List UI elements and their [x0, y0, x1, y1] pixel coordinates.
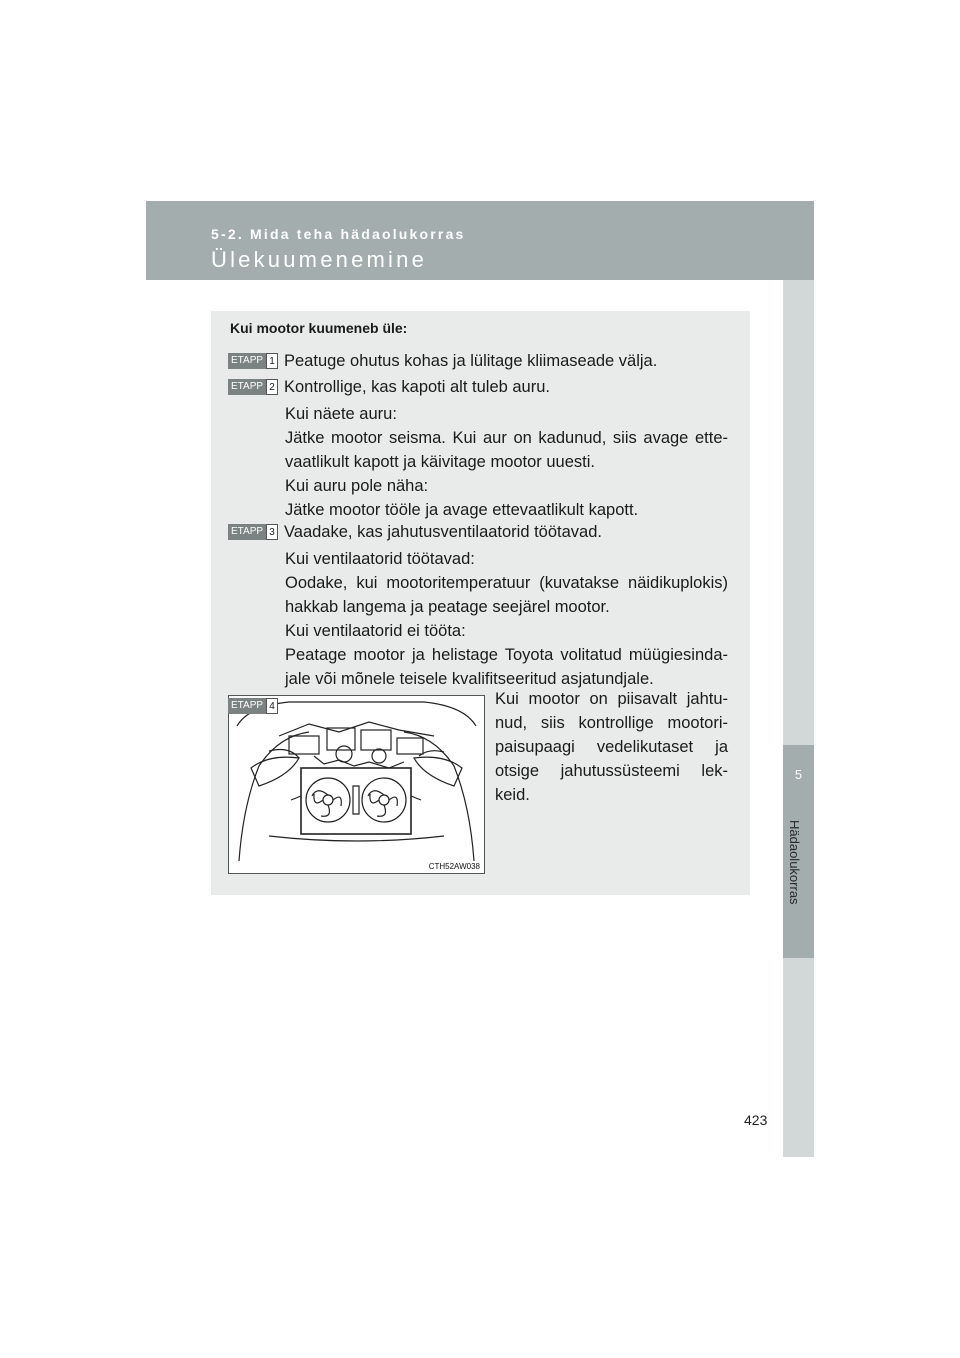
- step-3-paragraph-2: [285, 619, 728, 691]
- badge-word: ETAPP: [228, 524, 266, 540]
- step-badge: [228, 353, 278, 369]
- badge-word: ETAPP: [228, 379, 266, 395]
- step-text: Peatuge ohutus kohas ja lülitage kliimaseade välja.: [284, 352, 658, 370]
- page-title: Ülekuumenemine: [211, 247, 427, 272]
- intro-heading: Kui mootor kuumeneb üle:: [230, 320, 408, 336]
- step-badge: [228, 379, 278, 395]
- side-strip: [783, 280, 814, 1157]
- para-text: Kui näete auru: Jätke mootor seisma. Kui aur on kadunud, siis avage ette-vaatlikult kapott ja käivitage mootor uuesti.: [285, 405, 728, 471]
- chapter-number: 5: [794, 767, 803, 782]
- chapter-header: [146, 201, 814, 280]
- step-text: Vaadake, kas jahutusventilaatorid töötavad.: [284, 523, 602, 541]
- badge-number: 4: [266, 698, 278, 714]
- step-badge: [228, 698, 278, 714]
- para-text: Kui ventilaatorid ei tööta: Peatage mootor ja helistage Toyota volitatud müügiesinda-jale või mõnele teisele kvalifitseeritud asjatundjale.: [285, 622, 728, 688]
- badge-number: 1: [266, 353, 278, 369]
- para-text: Kui auru pole näha: Jätke mootor tööle ja avage ettevaatlikult kapott.: [285, 477, 639, 519]
- badge-number: 2: [266, 379, 278, 395]
- content-box: [211, 311, 750, 895]
- step-3-paragraph-1: [285, 547, 728, 619]
- engine-bay-drawing: [229, 696, 484, 873]
- figure-caption: CTH52AW038: [428, 862, 480, 871]
- chapter-name: Hädaolukorras: [787, 820, 802, 905]
- engine-bay-illustration: [228, 695, 485, 874]
- badge-word: ETAPP: [228, 698, 266, 714]
- step-2-paragraph-2: [285, 474, 728, 522]
- step-text: Kontrollige, kas kapoti alt tuleb auru.: [284, 378, 550, 396]
- chapter-tab: [783, 745, 814, 958]
- badge-word: ETAPP: [228, 353, 266, 369]
- step-2-paragraph-1: [285, 402, 728, 474]
- page-number: 423: [744, 1112, 768, 1128]
- section-label: 5-2. Mida teha hädaolukorras: [211, 226, 466, 242]
- para-text: Kui ventilaatorid töötavad: Oodake, kui mootoritemperatuur (kuvatakse näidikuplokis) hakkab langema ja peatage seejärel mootor.: [285, 550, 728, 616]
- badge-number: 3: [266, 524, 278, 540]
- step-badge: [228, 524, 278, 540]
- step-4-text: Kui mootor on piisavalt jahtu-nud, siis kontrollige mootori-paisupaagi vedelikutaset ja otsige jahutussüsteemi lek-keid.: [495, 690, 728, 804]
